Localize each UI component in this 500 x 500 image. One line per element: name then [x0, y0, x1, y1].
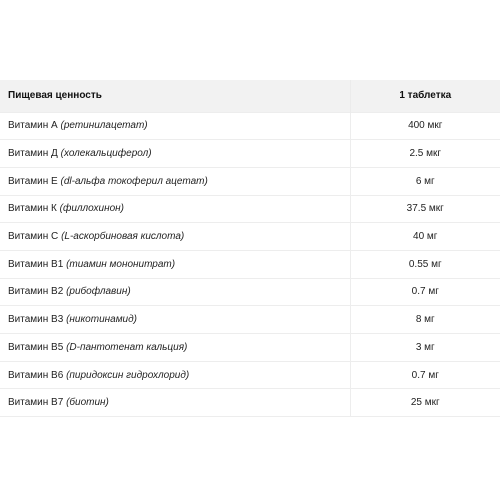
nutrient-name: Витамин Е	[8, 175, 58, 187]
nutrient-detail: (холекальциферол)	[60, 148, 152, 160]
nutrient-amount: 3 мг	[350, 334, 500, 362]
nutrient-detail: (никотинамид)	[66, 314, 137, 326]
nutrient-amount: 25 мкг	[350, 389, 500, 417]
table-row	[0, 334, 500, 362]
table-row	[0, 112, 500, 140]
nutrient-detail: (dl-альфа токоферил ацетат)	[60, 175, 208, 187]
nutrient-amount: 0.7 мг	[350, 361, 500, 389]
table-row	[0, 278, 500, 306]
nutrient-name: Витамин В1	[8, 258, 64, 270]
table-row	[0, 223, 500, 251]
nutrient-cell	[0, 278, 350, 306]
nutrient-amount: 40 мг	[350, 223, 500, 251]
nutrient-amount: 400 мкг	[350, 112, 500, 140]
nutrient-cell	[0, 140, 350, 168]
nutrient-detail: (тиамин мононитрат)	[66, 258, 176, 270]
table-row	[0, 389, 500, 417]
nutrient-detail: (рибофлавин)	[66, 286, 131, 298]
nutrient-amount: 2.5 мкг	[350, 140, 500, 168]
nutrient-name: Витамин В7	[8, 397, 64, 409]
nutrient-amount: 8 мг	[350, 306, 500, 334]
nutrient-detail: (D-пантотенат кальция)	[66, 341, 188, 353]
nutrient-name: Витамин В2	[8, 286, 64, 298]
nutrient-cell	[0, 306, 350, 334]
nutrient-name: Витамин К	[8, 203, 57, 215]
nutrition-table	[0, 80, 500, 417]
nutrient-detail: (филлохинон)	[59, 203, 124, 215]
nutrient-cell	[0, 361, 350, 389]
nutrient-name: Витамин В3	[8, 314, 64, 326]
table-row	[0, 250, 500, 278]
header-per-serving: 1 таблетка	[350, 80, 500, 112]
table-row	[0, 361, 500, 389]
header-nutrient: Пищевая ценность	[8, 90, 102, 102]
nutrient-detail: (ретинилацетат)	[60, 120, 148, 132]
nutrient-cell	[0, 223, 350, 251]
nutrient-amount: 0.55 мг	[350, 250, 500, 278]
table-row	[0, 140, 500, 168]
nutrient-amount: 0.7 мг	[350, 278, 500, 306]
nutrient-name: Витамин С	[8, 231, 59, 243]
nutrient-detail: (биотин)	[66, 397, 109, 409]
nutrient-cell	[0, 112, 350, 140]
nutrient-name: Витамин А	[8, 120, 58, 132]
table-row	[0, 167, 500, 195]
nutrient-cell	[0, 334, 350, 362]
table-row	[0, 306, 500, 334]
nutrient-amount: 37.5 мкг	[350, 195, 500, 223]
nutrient-cell	[0, 389, 350, 417]
nutrient-amount: 6 мг	[350, 167, 500, 195]
nutrient-name: Витамин Д	[8, 148, 58, 160]
nutrient-detail: (L-аскорбиновая кислота)	[61, 231, 185, 243]
nutrient-name: Витамин В6	[8, 369, 64, 381]
nutrient-cell	[0, 195, 350, 223]
table-header-row	[0, 80, 500, 112]
nutrient-cell	[0, 250, 350, 278]
table-row	[0, 195, 500, 223]
nutrition-table-container	[0, 80, 500, 417]
nutrient-detail: (пиридоксин гидрохлорид)	[66, 369, 190, 381]
nutrient-cell	[0, 167, 350, 195]
nutrient-name: Витамин В5	[8, 341, 64, 353]
